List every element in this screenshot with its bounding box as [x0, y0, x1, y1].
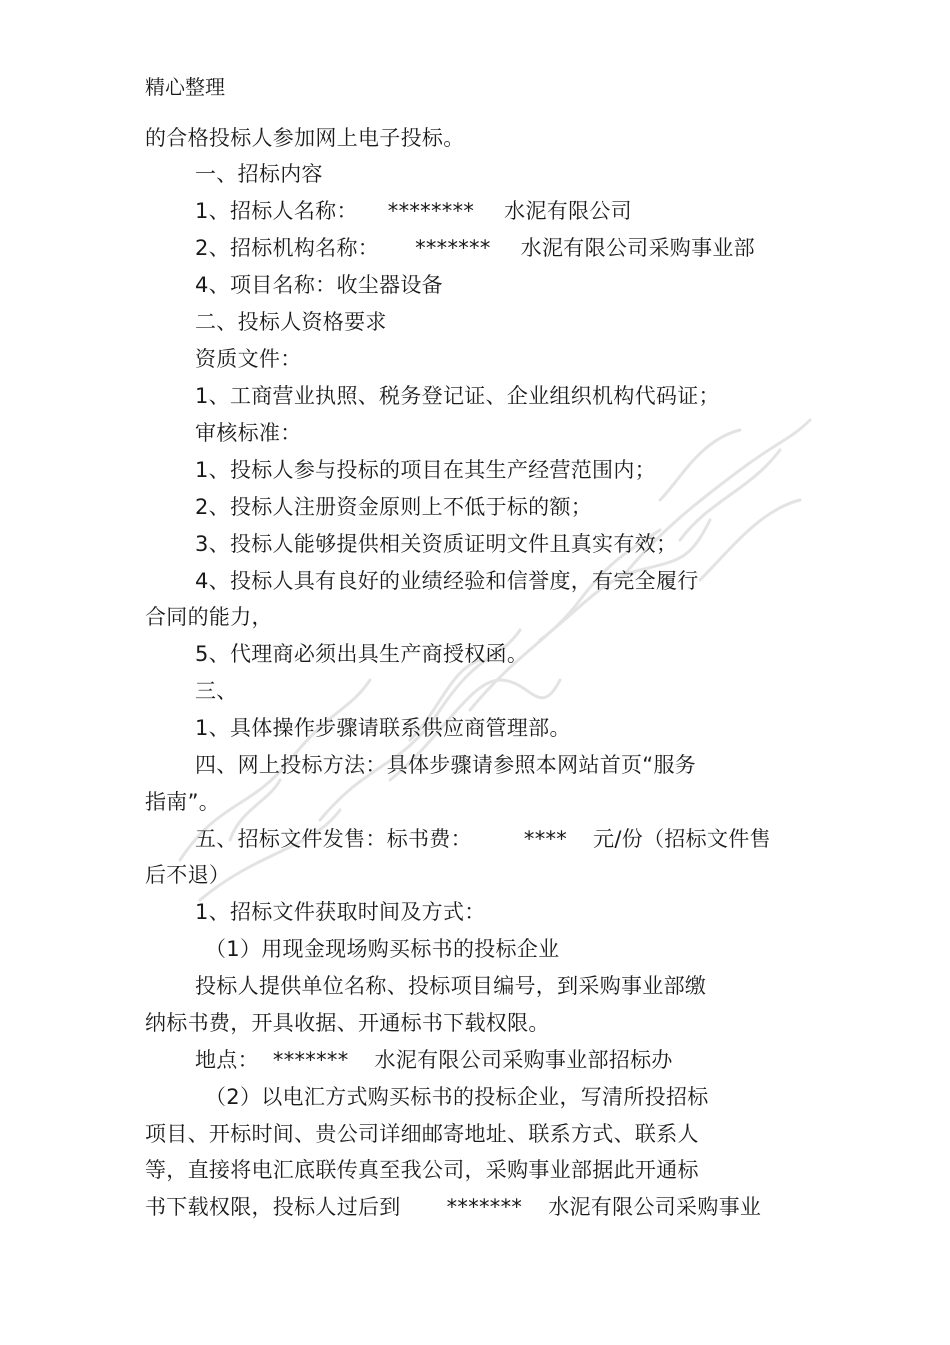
text-line: 后不退） — [145, 863, 231, 887]
text-line: 项目、开标时间、贵公司详细邮寄地址、联系方式、联系人 — [145, 1122, 699, 1146]
text-line: 指南”。 — [145, 790, 221, 814]
text-segment: 1、招标人名称： — [195, 199, 358, 223]
text-line — [195, 234, 755, 262]
text-line: 等，直接将电汇底联传真至我公司，采购事业部据此开通标 — [145, 1158, 699, 1182]
section-heading: 二、投标人资格要求 — [195, 310, 387, 334]
text-segment: 水泥有限公司采购事业部招标办 — [374, 1048, 673, 1072]
text-line: 4、项目名称：收尘器设备 — [195, 273, 443, 297]
text-segment: 水泥有限公司采购事业部 — [520, 236, 755, 260]
masked-text: ******* — [446, 1195, 523, 1219]
text-line: 2、投标人注册资金原则上不低于标的额； — [195, 495, 593, 519]
text-line: 1、招标文件获取时间及方式： — [195, 900, 486, 924]
page-header: 精心整理 — [145, 75, 225, 99]
text-line — [195, 197, 632, 225]
text-line — [195, 1046, 673, 1074]
section-heading: 四、网上投标方法：具体步骤请参照本网站首页“服务 — [195, 753, 697, 777]
text-segment: 书下载权限，投标人过后到 — [145, 1195, 401, 1219]
text-line — [145, 1193, 761, 1221]
section-heading — [195, 825, 771, 853]
text-segment: 地点： — [195, 1048, 259, 1072]
text-line: 1、投标人参与投标的项目在其生产经营范围内； — [195, 458, 656, 482]
text-segment: 五、招标文件发售：标书费： — [195, 827, 472, 851]
text-segment: 水泥有限公司采购事业 — [548, 1195, 762, 1219]
text-line: 1、工商营业执照、税务登记证、企业组织机构代码证； — [195, 384, 720, 408]
text-line: 1、具体操作步骤请联系供应商管理部。 — [195, 716, 571, 740]
section-heading: 三、 — [195, 679, 238, 703]
text-line: 审核标准： — [195, 421, 302, 445]
text-line: 的合格投标人参加网上电子投标。 — [145, 126, 465, 150]
text-line: 投标人提供单位名称、投标项目编号，到采购事业部缴 — [195, 974, 707, 998]
text-segment: 水泥有限公司 — [504, 199, 632, 223]
masked-text: ******* — [272, 1048, 349, 1072]
masked-text: ******** — [387, 199, 475, 223]
text-line: 纳标书费，开具收据、开通标书下载权限。 — [145, 1011, 550, 1035]
text-line: 5、代理商必须出具生产商授权函。 — [195, 642, 529, 666]
text-line: 4、投标人具有良好的业绩经验和信誉度，有完全履行 — [195, 569, 699, 593]
text-line: 资质文件： — [195, 347, 302, 371]
section-heading: 一、招标内容 — [195, 162, 323, 186]
text-segment: 2、招标机构名称： — [195, 236, 380, 260]
masked-text: ******* — [415, 236, 491, 260]
text-segment: 元/份（招标文件售 — [593, 827, 771, 851]
masked-text: **** — [523, 827, 568, 851]
text-line: （1）用现金现场购买标书的投标企业 — [205, 937, 560, 961]
text-line: （2）以电汇方式购买标书的投标企业，写清所投招标 — [205, 1085, 709, 1109]
text-line: 3、投标人能够提供相关资质证明文件且真实有效； — [195, 532, 678, 556]
text-line: 合同的能力， — [145, 605, 273, 629]
